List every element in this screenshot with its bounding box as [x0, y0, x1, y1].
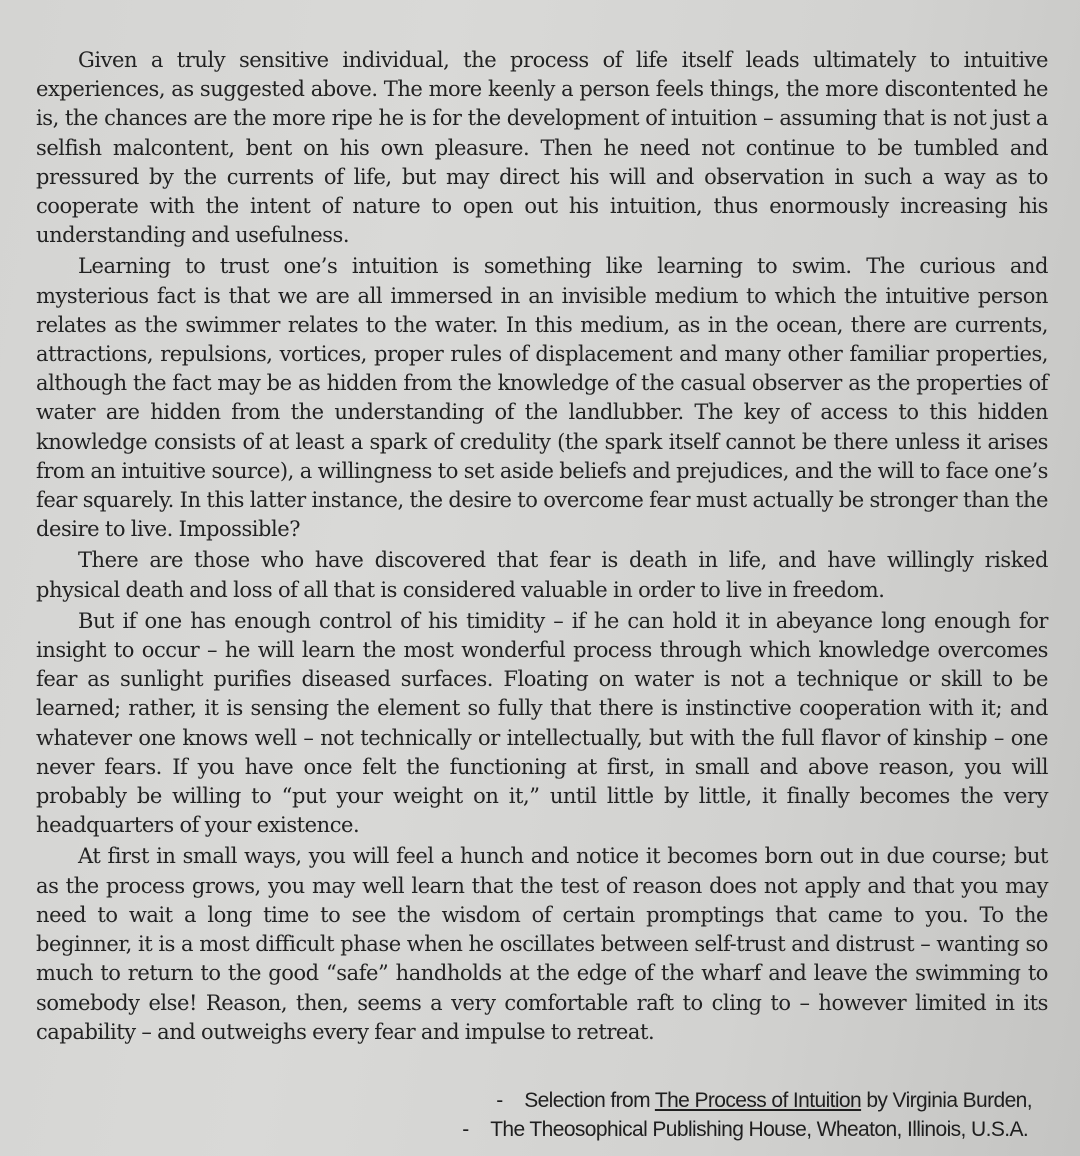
citation-publisher: The Theosophical Publishing House, Wheaton, Illinois, U.S.A.	[490, 1118, 1029, 1141]
citation-prefix: Selection from	[524, 1089, 651, 1112]
citation-author: by Virginia Burden,	[866, 1089, 1032, 1112]
book-title: The Process of Intuition	[654, 1089, 862, 1112]
citation-line-2	[462, 1115, 1032, 1144]
citation-dash-2: -	[462, 1118, 469, 1141]
paragraph-1: Given a truly sensitive individual, the process of life itself leads ultimately to intuitive experiences, as suggested above. The more keenly a person feels things, the more discontented he is, the chances are the more ripe he is for the development of intuition – assuming that is not just a selfish malcontent, bent on his own pleasure. Then he need not continue to be tumbled and pressured by the currents of life, but may direct his will and observation in such a way as to cooperate with the intent of nature to open out his intuition, thus enormously increasing his understanding and usefulness.	[36, 48, 1048, 248]
paragraph-4: But if one has enough control of his timidity – if he can hold it in abeyance long enough for insight to occur – he will learn the most wonderful process through which knowledge overcomes fear as sunlight purifies diseased surfaces. Floating on water is not a technique or skill to be learned; rather, it is sensing the element so fully that there is instinctive cooperation with it; and whatever one knows well – not technically or intellectually, but with the full flavor of kinship – one never fears. If you have once felt the functioning at first, in small and above reason, you will probably be willing to “put your weight on it,” until little by little, it finally becomes the very headquarters of your existence.	[36, 608, 1048, 838]
essay-text	[36, 46, 1048, 1049]
paragraph-2: Learning to trust one’s intuition is something like learning to swim. The curious and mysterious fact is that we are all immersed in an invisible medium to which the intuitive person relates as the swimmer relates to the water. In this medium, as in the ocean, there are currents, attractions, repulsions, vortices, proper rules of displacement and many other familiar properties, although the fact may be as hidden from the knowledge of the casual observer as the properties of water are hidden from the understanding of the landlubber. The key of access to this hidden knowledge consists of at least a spark of credulity (the spark itself cannot be there unless it arises from an intuitive source), a willingness to set aside beliefs and prejudices, and the will to face one’s fear squarely. In this latter instance, the desire to overcome fear must actually be stronger than the desire to live. Impossible?	[36, 254, 1048, 542]
paragraph-5: At first in small ways, you will feel a hunch and notice it becomes born out in due course; but as the process grows, you may well learn that the test of reason does not apply and that you may need to wait a long time to see the wisdom of certain promptings that came to you. To the beginner, it is a most difficult phase when he oscillates between self-trust and distrust – wanting so much to return to the good “safe” handholds at the edge of the wharf and leave the swimming to somebody else! Reason, then, seems a very comfortable raft to cling to – however limited in its capability – and outweighs every fear and impulse to retreat.	[36, 844, 1048, 1044]
citation-line-1	[462, 1086, 1032, 1115]
citation	[462, 1086, 1032, 1144]
citation-dash-1: -	[496, 1089, 503, 1112]
paragraph-3: There are those who have discovered that fear is death in life, and have willingly risked physical death and loss of all that is considered valuable in order to live in freedom.	[36, 548, 1048, 602]
